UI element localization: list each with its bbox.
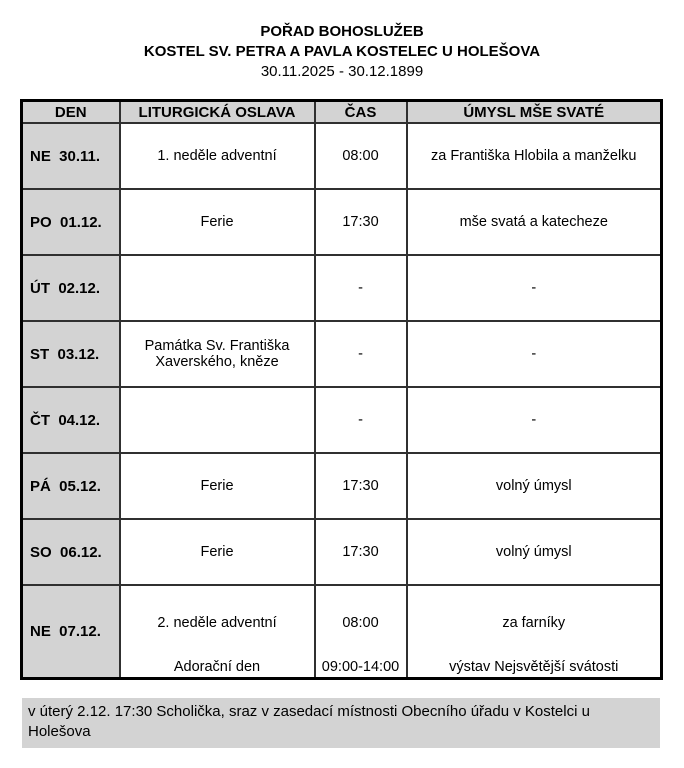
day-cell: ST 03.12.: [22, 321, 120, 387]
day-cell: ČT 04.12.: [22, 387, 120, 453]
intention-cell: volný úmysl: [407, 519, 662, 585]
page-title: POŘAD BOHOSLUŽEB: [260, 23, 424, 40]
column-header-cas: ČAS: [315, 101, 407, 124]
liturgy-cell: 1. neděle adventní: [120, 123, 315, 189]
intention-line-2: výstav Nejsvětější svátosti: [449, 659, 619, 675]
time-line-1: 08:00: [342, 614, 379, 631]
time-cell: 17:30: [315, 189, 407, 255]
liturgy-cell: [120, 387, 315, 453]
time-cell: 17:30: [315, 519, 407, 585]
table-row: [22, 585, 662, 679]
footer-note: v úterý 2.12. 17:30 Scholička, sraz v zasedací místnosti Obecního úřadu v Kostelci u Holešova: [22, 698, 660, 748]
table-row: [22, 123, 662, 189]
time-cell: 17:30: [315, 453, 407, 519]
intention-cell: za Františka Hlobila a manželku: [407, 123, 662, 189]
column-header-umysl: ÚMYSL MŠE SVATÉ: [407, 101, 662, 124]
table-row: [22, 321, 662, 387]
liturgy-cell: Ferie: [120, 519, 315, 585]
liturgy-cell: [120, 255, 315, 321]
table-row: [22, 387, 662, 453]
day-cell: PÁ 05.12.: [22, 453, 120, 519]
intention-cell: -: [407, 321, 662, 387]
table-header-row: [22, 101, 662, 124]
column-header-den: DEN: [22, 101, 120, 124]
day-cell: SO 06.12.: [22, 519, 120, 585]
table-row: [22, 255, 662, 321]
intention-cell: mše svatá a katecheze: [407, 189, 662, 255]
intention-cell: [407, 585, 662, 679]
liturgy-line-1: 2. neděle adventní: [157, 614, 277, 631]
time-cell: -: [315, 255, 407, 321]
liturgy-cell: Ferie: [120, 189, 315, 255]
time-cell: -: [315, 321, 407, 387]
intention-line-1: za farníky: [502, 614, 566, 631]
time-cell: 08:00: [315, 123, 407, 189]
table-row: [22, 519, 662, 585]
church-name: KOSTEL SV. PETRA A PAVLA KOSTELEC U HOLEŠOVA: [143, 43, 541, 60]
intention-cell: volný úmysl: [407, 453, 662, 519]
liturgy-cell: Památka Sv. Františka Xaverského, kněze: [120, 321, 315, 387]
table-row: [22, 453, 662, 519]
day-cell: ÚT 02.12.: [22, 255, 120, 321]
liturgy-cell: Ferie: [120, 453, 315, 519]
liturgy-line-2: Adorační den: [173, 659, 261, 675]
day-cell: NE 07.12.: [22, 585, 120, 679]
intention-cell: -: [407, 387, 662, 453]
time-cell: -: [315, 387, 407, 453]
title-block: [0, 0, 684, 82]
time-cell: [315, 585, 407, 679]
table-row: [22, 189, 662, 255]
column-header-liturgicka-oslava: LITURGICKÁ OSLAVA: [120, 101, 315, 124]
date-range: 30.11.2025 - 30.12.1899: [260, 63, 424, 80]
time-line-2: 09:00-14:00: [321, 659, 400, 675]
day-cell: NE 30.11.: [22, 123, 120, 189]
liturgy-cell: [120, 585, 315, 679]
schedule-table: [20, 99, 663, 680]
intention-cell: -: [407, 255, 662, 321]
day-cell: PO 01.12.: [22, 189, 120, 255]
